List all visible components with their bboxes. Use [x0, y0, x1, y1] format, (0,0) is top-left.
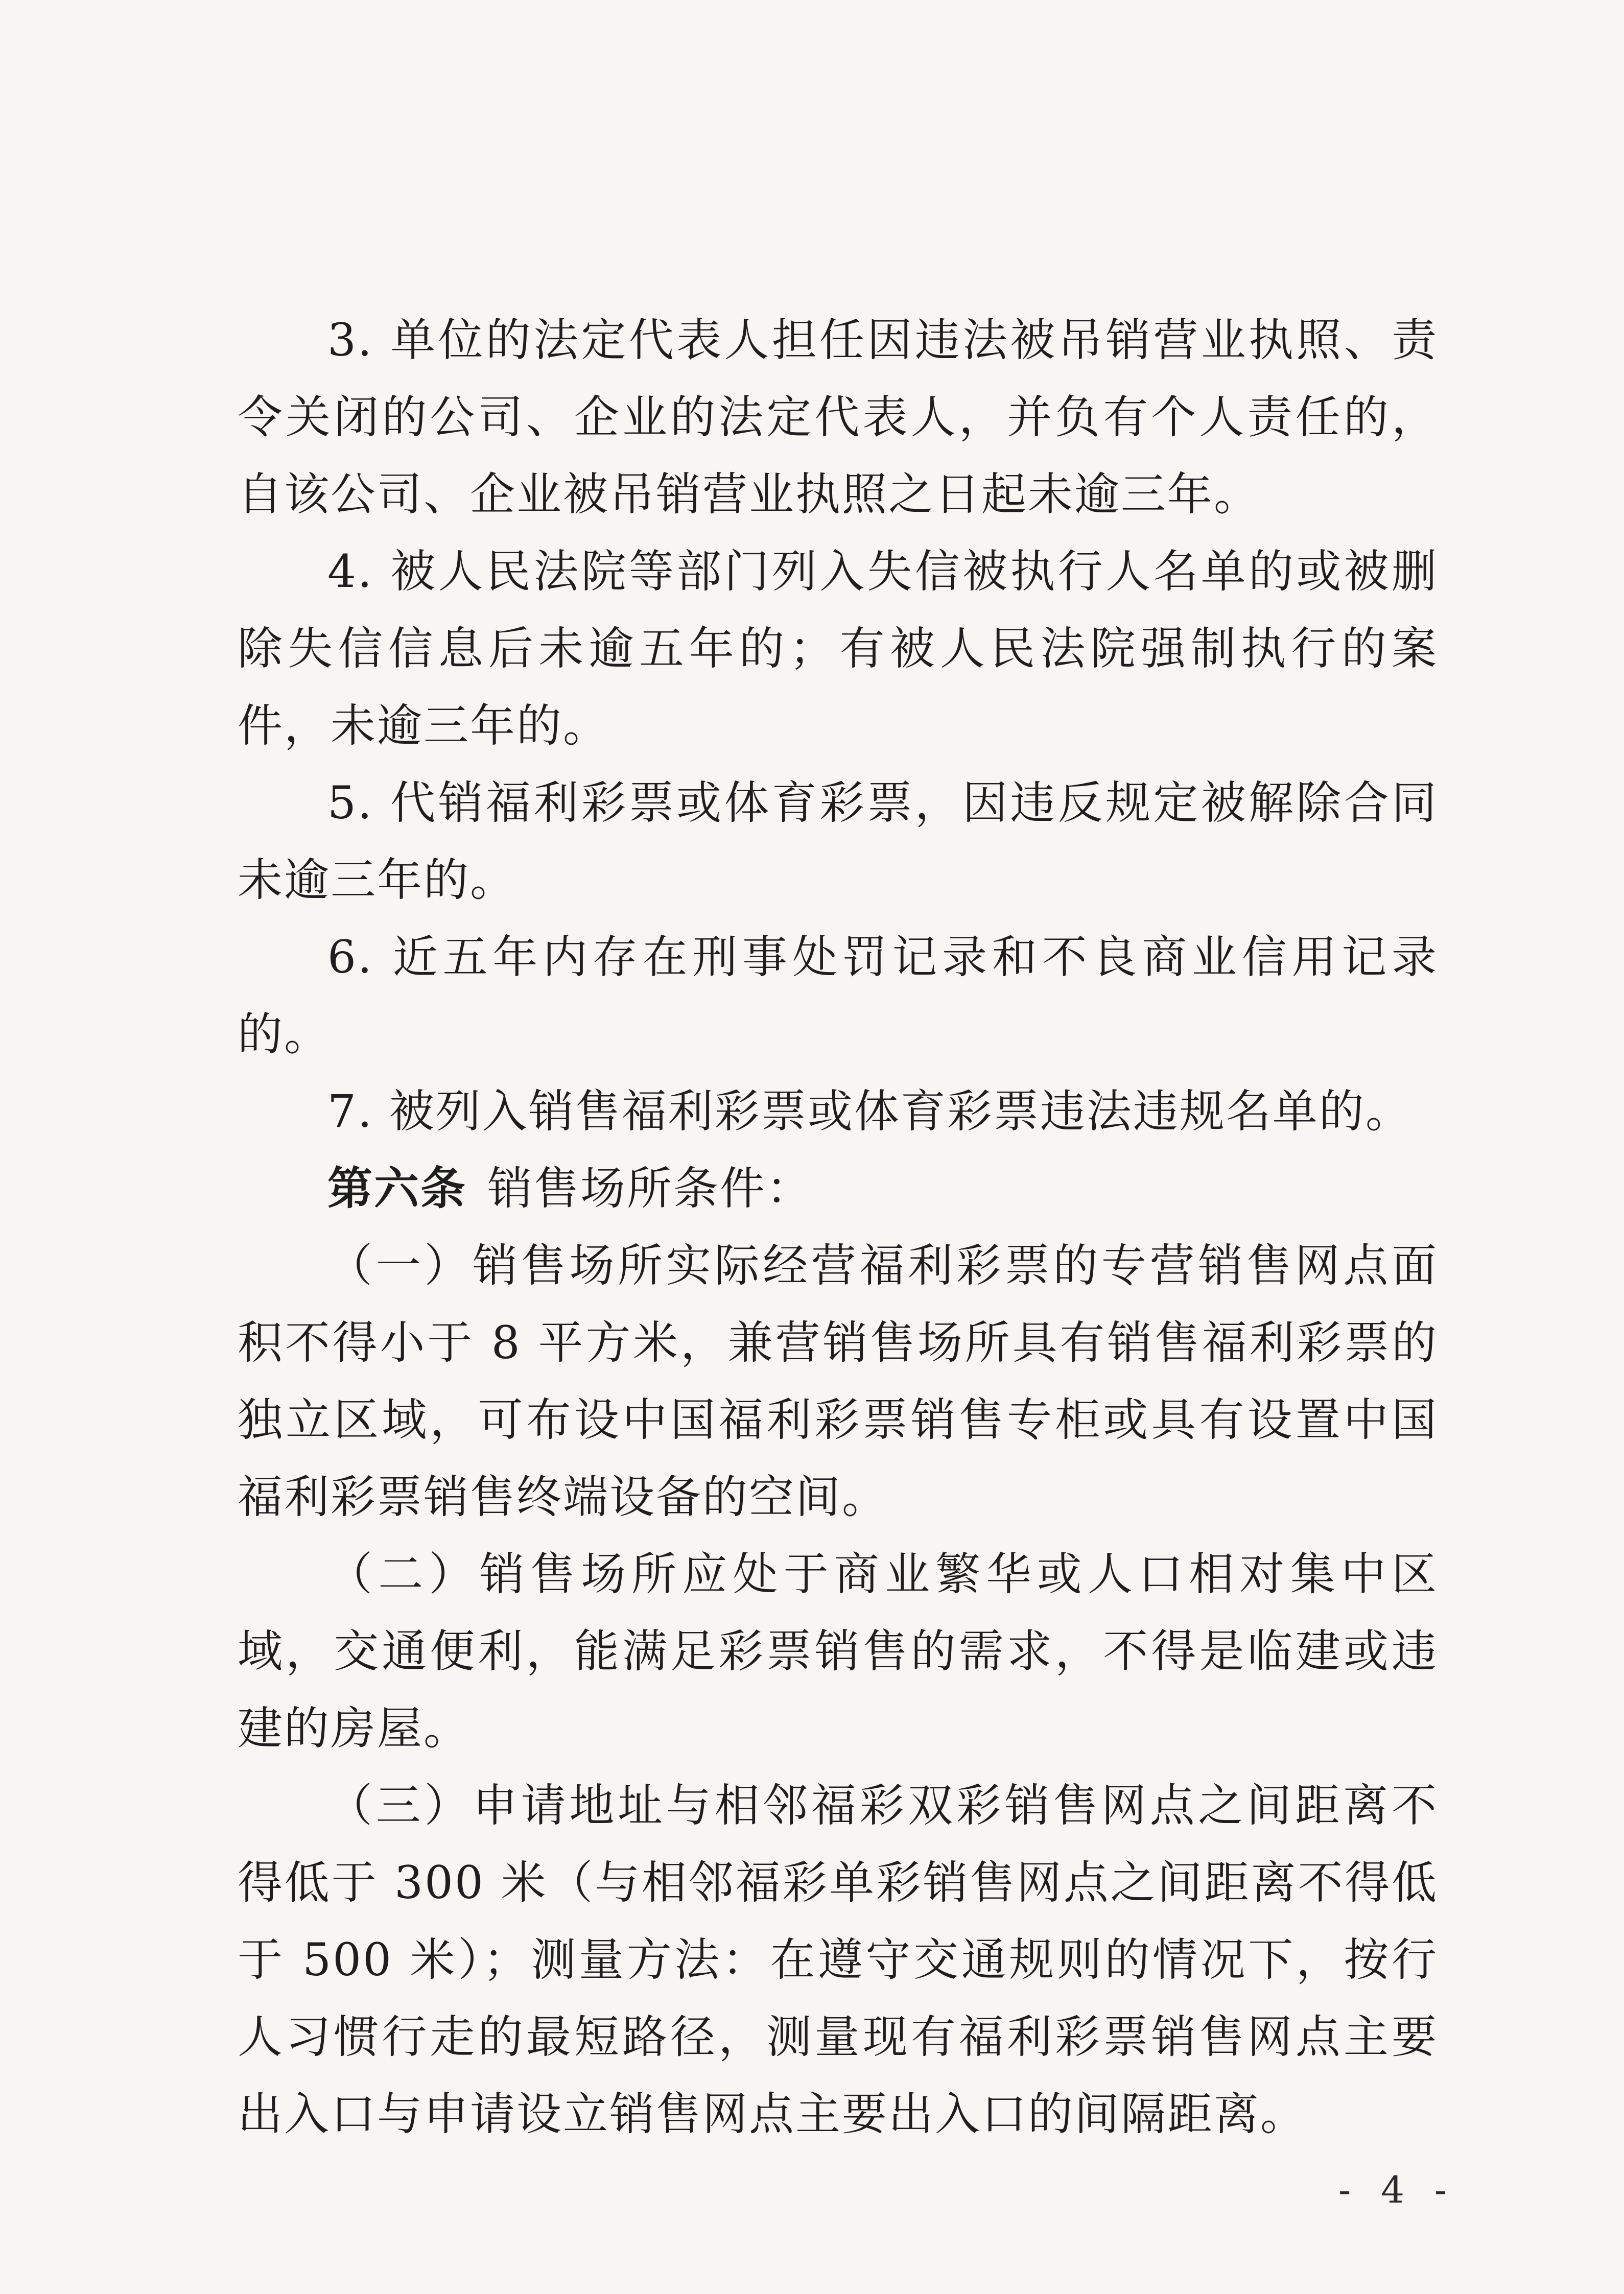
item-6-paragraph: 6. 近五年内存在刑事处罚记录和不良商业信用记录的。 [238, 931, 1438, 1060]
document-body [238, 301, 1438, 2153]
item-5-paragraph: 5. 代销福利彩票或体育彩票，因违反规定被解除合同未逾三年的。 [238, 776, 1438, 906]
clause-3-paragraph: （三）申请地址与相邻福彩双彩销售网点之间距离不得低于 300 米（与相邻福彩单彩销售网点之间距离不得低于 500 米）；测量方法：在遵守交通规则的情况下，按行人习惯行走的最短路径，测量现有福利彩票销售网点主要出入口与申请设立销售网点主要出入口的间隔距离。 [238, 1779, 1438, 2140]
item-4-paragraph: 4. 被人民法院等部门列入失信被执行人名单的或被删除失信信息后未逾五年的；有被人民法院强制执行的案件，未逾三年的。 [238, 545, 1438, 752]
clause-2-paragraph: （二）销售场所应处于商业繁华或人口相对集中区域，交通便利，能满足彩票销售的需求，不得是临建或违建的房屋。 [238, 1548, 1438, 1755]
item-7-paragraph: 7. 被列入销售福利彩票或体育彩票违法违规名单的。 [327, 1085, 1412, 1138]
item-3-paragraph: 3. 单位的法定代表人担任因违法被吊销营业执照、责令关闭的公司、企业的法定代表人，并负有个人责任的，自该公司、企业被吊销营业执照之日起未逾三年。 [238, 314, 1438, 521]
article-6-label: 第六条 [327, 1162, 467, 1215]
article-6-title: 销售场所条件： [487, 1162, 813, 1215]
article-6-heading [238, 1150, 1438, 1227]
clause-1-paragraph: （一）销售场所实际经营福利彩票的专营销售网点面积不得小于 8 平方米，兼营销售场所具有销售福利彩票的独立区域，可布设中国福利彩票销售专柜或具有设置中国福利彩票销售终端设备的空间。 [238, 1239, 1438, 1523]
page-number: - 4 - [1338, 2168, 1456, 2211]
